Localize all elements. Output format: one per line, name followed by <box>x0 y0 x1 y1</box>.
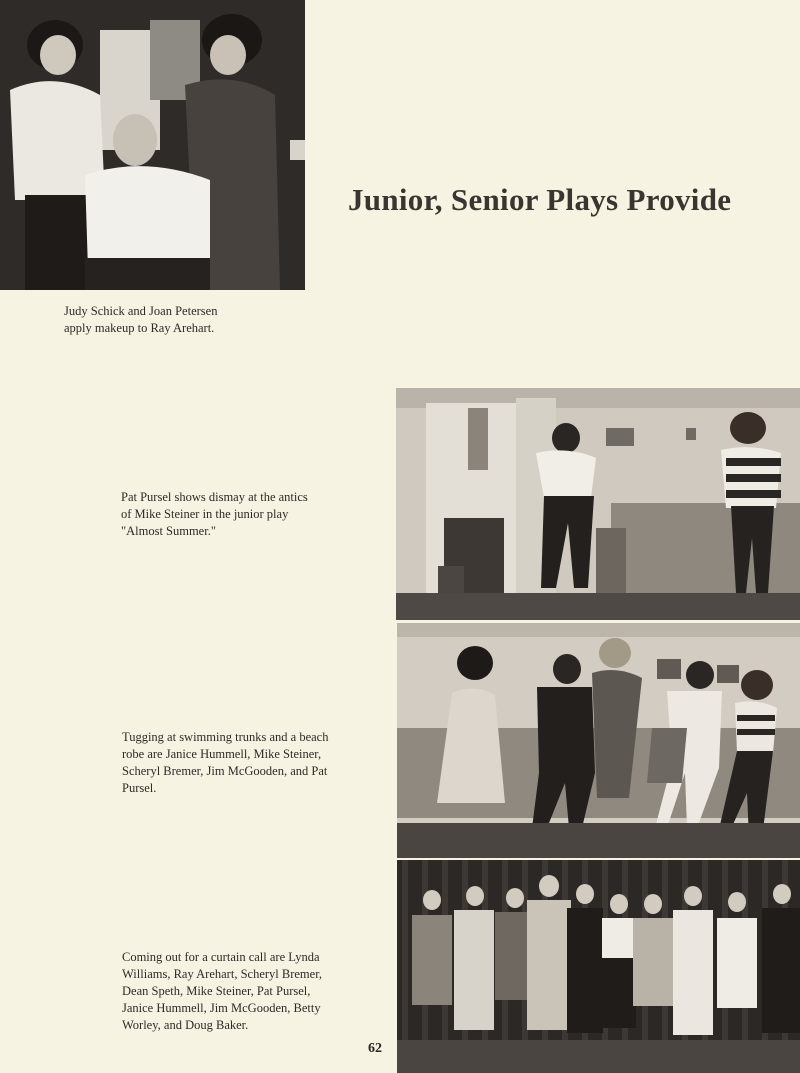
photo-curtain-call <box>397 860 800 1073</box>
caption-makeup <box>64 303 217 337</box>
caption-tugging-scene <box>122 729 328 797</box>
photo-makeup <box>0 0 305 290</box>
caption-line: Williams, Ray Arehart, Scheryl Bremer, <box>122 967 322 981</box>
caption-line: Janice Hummell, Jim McGooden, Betty <box>122 1001 321 1015</box>
page-number: 62 <box>368 1041 382 1056</box>
page-headline: Junior, Senior Plays Provide <box>348 182 732 217</box>
caption-curtain-call <box>122 949 322 1034</box>
caption-line: Judy Schick and Joan Petersen <box>64 304 218 318</box>
caption-line: Pat Pursel shows dismay at the antics <box>121 490 308 504</box>
caption-line: "Almost Summer." <box>121 524 216 538</box>
photo-tugging-scene <box>397 623 800 858</box>
photo-almost-summer <box>396 388 800 620</box>
caption-line: Dean Speth, Mike Steiner, Pat Pursel, <box>122 984 311 998</box>
caption-line: Worley, and Doug Baker. <box>122 1018 249 1032</box>
caption-line: Tugging at swimming trunks and a beach <box>122 730 329 744</box>
caption-line: of Mike Steiner in the junior play <box>121 507 289 521</box>
caption-line: robe are Janice Hummell, Mike Steiner, <box>122 747 322 761</box>
caption-line: Coming out for a curtain call are Lynda <box>122 950 320 964</box>
caption-line: Pursel. <box>122 781 157 795</box>
caption-almost-summer <box>121 489 308 540</box>
caption-line: apply makeup to Ray Arehart. <box>64 321 215 335</box>
caption-line: Scheryl Bremer, Jim McGooden, and Pat <box>122 764 328 778</box>
